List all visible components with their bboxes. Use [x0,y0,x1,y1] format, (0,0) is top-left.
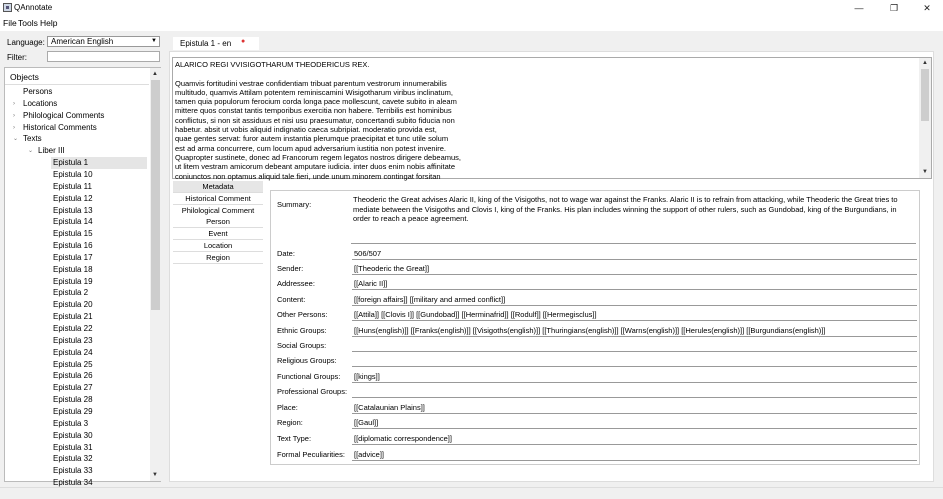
app-icon [3,3,12,12]
tab-label: Epistula 1 - en [180,39,232,48]
chevron-down-icon: ▼ [151,38,157,44]
meta-nav-philological-comment[interactable]: Philological Comment [173,205,263,217]
text-line: ut litem vestram amicorum debeant amputare iudicia. inter duos enim nobis affinitate [175,162,456,172]
field-label: Region: [277,418,303,427]
text-line: quae gentes servat: furor autem instantia plerumque praecipitat et tunc utile solum [175,134,449,144]
tree-item[interactable]: Epistula 29 [53,406,93,416]
tree-item[interactable]: Epistula 12 [53,193,93,203]
field-input[interactable]: [[Theoderic the Great]] [352,263,917,275]
tree-item[interactable]: Liber III [38,146,65,156]
tree-body [5,85,149,488]
text-line: Quapropter sustinete, donec ad Francorum regem legatos nostros dirigere debeamus, [175,152,461,162]
text-line: multitudo, quamvis Attilam potentem reminiscamini Wisigotharum viribus inclinatum, [175,87,454,97]
tree-item[interactable]: Epistula 34 [53,478,93,488]
field-label: Text Type: [277,434,312,443]
field-input[interactable] [352,355,917,367]
field-input[interactable] [352,386,917,398]
text-line: Quamvis fortitudini vestrae confidentiam tribuat parentum vestrorum innumerabilis [175,78,447,88]
tree-item[interactable]: Epistula 32 [53,454,93,464]
text-scroll-thumb[interactable] [921,69,929,121]
language-select[interactable] [47,36,160,47]
tree-item[interactable]: Epistula 18 [53,264,93,274]
scroll-down-icon[interactable]: ▼ [152,472,158,478]
field-input[interactable]: [[Attila]] [[Clovis I]] [[Gundobad]] [[Herminafrid]] [[Rodulf]] [[Hermegisclus]] [352,309,917,321]
text-line [175,69,915,78]
tree-item[interactable]: Epistula 23 [53,335,93,345]
tree-item[interactable]: Epistula 14 [53,217,93,227]
tab-close-icon[interactable]: ● [241,38,246,45]
menu-bar [0,16,943,31]
field-label: Sender: [277,264,304,273]
scroll-down-icon[interactable]: ▼ [922,169,928,175]
tree-item[interactable]: Epistula 15 [53,229,93,239]
tree-header[interactable] [5,68,149,85]
field-label: Date: [277,249,295,258]
field-label: Functional Groups: [277,372,341,381]
tree-item[interactable]: Epistula 30 [53,430,93,440]
expanded-branch-icon[interactable]: ⌄ [28,148,34,155]
meta-nav-person[interactable]: Person [173,216,263,228]
field-label: Other Persons: [277,310,328,319]
summary-field[interactable]: Theoderic the Great advises Alaric II, king of the Visigoths, not to wage war against the Franks. Alaric II is to refrain from attacking, while Theoderic the Great tries to mediate between the Visigoths and Clovis I, king of the Franks. His plan includes winning the support of other rulers, such as Gundobad, king of the Burgundians, in order to reach a peace agreement. [351,194,916,244]
field-label: Social Groups: [277,341,327,350]
tree-item[interactable]: Epistula 28 [53,395,93,405]
tree-item[interactable]: Epistula 26 [53,371,93,381]
field-label: Addressee: [277,279,315,288]
tree-scrollbar[interactable] [150,68,161,481]
field-input[interactable]: [[Huns(english)]] [[Franks(english)]] [[Visigoths(english)]] [[Thuringians(english)]] [[Warns(english)]] [[Herules(english)]] [[Burgundians(english)]] [352,325,917,337]
field-input[interactable]: [[Catalaunian Plains]] [352,402,917,414]
tree-item[interactable]: Epistula 25 [53,359,93,369]
menu-help[interactable]: Help [40,18,58,28]
close-window-button[interactable]: ✕ [923,3,931,13]
tree-item[interactable]: Philological Comments [23,110,105,120]
menu-file[interactable]: File [3,18,17,28]
text-line: habetur. absit ut vobis aliquid indignatio caeca subripiat. moderatio provida est, [175,125,437,135]
tree-item[interactable]: Epistula 2 [53,288,89,298]
meta-nav-metadata[interactable]: Metadata [173,181,263,193]
status-bar [0,487,943,499]
tree-item[interactable]: Epistula 13 [53,205,93,215]
tree-item[interactable]: Texts [23,134,42,144]
field-input[interactable]: [[Gaul]] [352,417,917,429]
tree-item[interactable]: Epistula 21 [53,312,93,322]
text-line: coniunctos non optamus aliquid tale fieri, unde unum minorem contingat forsitan [175,171,441,181]
language-label: Language: [7,38,45,47]
text-line: est ad arma concurrere, cum locum apud adversarium iustitia non potest invenire. [175,143,446,153]
window-title: QAnnotate [14,3,53,12]
tree-item[interactable]: Epistula 19 [53,276,93,286]
field-label: Place: [277,403,298,412]
field-label: Formal Peculiarities: [277,450,345,459]
field-label: Professional Groups: [277,387,348,396]
tree-item[interactable]: Persons [23,87,53,96]
text-line: tamen quia populorum ferocium corda longa pace mollescunt, cavete subito in aleam [175,97,457,107]
maximize-button[interactable]: ❐ [889,3,899,13]
tree-item[interactable]: Epistula 24 [53,347,93,357]
scroll-up-icon[interactable]: ▲ [152,71,158,77]
scroll-up-icon[interactable]: ▲ [922,60,928,66]
field-input[interactable]: [[Alaric II]] [352,278,917,290]
tree-item[interactable]: Epistula 11 [53,181,92,191]
text-scrollbar[interactable] [919,58,931,178]
field-input[interactable]: [[diplomatic correspondence]] [352,433,917,445]
tree-item[interactable]: Epistula 10 [53,169,93,179]
tree-item[interactable]: Epistula 16 [53,241,93,251]
field-input[interactable]: 506/507 [352,248,917,260]
tab-epistula-1[interactable] [173,37,259,50]
expanded-branch-icon[interactable]: ⌄ [13,136,19,143]
field-input[interactable]: [[foreign affairs]] [[military and armed conflict]] [352,294,917,306]
filter-label: Filter: [7,53,27,62]
minimize-button[interactable]: — [854,3,864,13]
summary-label: Summary: [277,200,312,209]
tree-item[interactable]: Epistula 1 [51,157,147,169]
object-tree [4,67,161,488]
text-line: conflictus, si non sit assiduus et nisi usu praesumatur, concertandi subito fiducia non [175,115,455,125]
meta-nav-region[interactable]: Region [173,252,263,264]
meta-nav-location[interactable]: Location [173,240,263,252]
tree-scroll-thumb[interactable] [151,80,160,310]
meta-nav-historical-comment[interactable]: Historical Comment [173,193,263,205]
tree-item[interactable]: Epistula 3 [53,418,89,428]
tree-item[interactable]: Locations [23,98,58,108]
field-label: Ethnic Groups: [277,326,327,335]
tree-item[interactable]: Epistula 27 [53,383,93,393]
collapsed-branch-icon[interactable]: › [13,124,15,131]
tree-item[interactable]: Epistula 33 [53,466,93,476]
tree-item[interactable]: Epistula 17 [53,252,93,262]
tree-item[interactable]: Epistula 20 [53,300,93,310]
tree-item[interactable]: Epistula 22 [53,324,93,333]
menu-tools[interactable]: Tools [18,18,38,28]
collapsed-branch-icon[interactable]: › [13,112,15,119]
tree-item[interactable]: Historical Comments [23,122,97,132]
filter-input[interactable] [47,51,160,62]
latin-text-editor[interactable] [172,57,932,179]
field-input[interactable]: [[advice]] [352,449,917,461]
field-label: Content: [277,295,306,304]
text-line: ALARICO REGI VVISIGOTHARUM THEODERICUS REX. [175,60,370,69]
tree-item[interactable]: Epistula 31 [53,442,93,452]
field-input[interactable] [352,340,917,352]
text-line: mittere quos constat tantis temporibus exercitia non habere. Terribilis est hominibus [175,106,452,116]
tree-header-label: Objects [10,72,39,82]
collapsed-branch-icon[interactable]: › [13,100,15,107]
language-value: American English [51,37,114,46]
text-lines [175,60,915,181]
field-input[interactable]: [[kings]] [352,371,917,383]
title-bar [0,0,943,16]
field-label: Religious Groups: [277,356,337,365]
meta-nav-event[interactable]: Event [173,228,263,240]
